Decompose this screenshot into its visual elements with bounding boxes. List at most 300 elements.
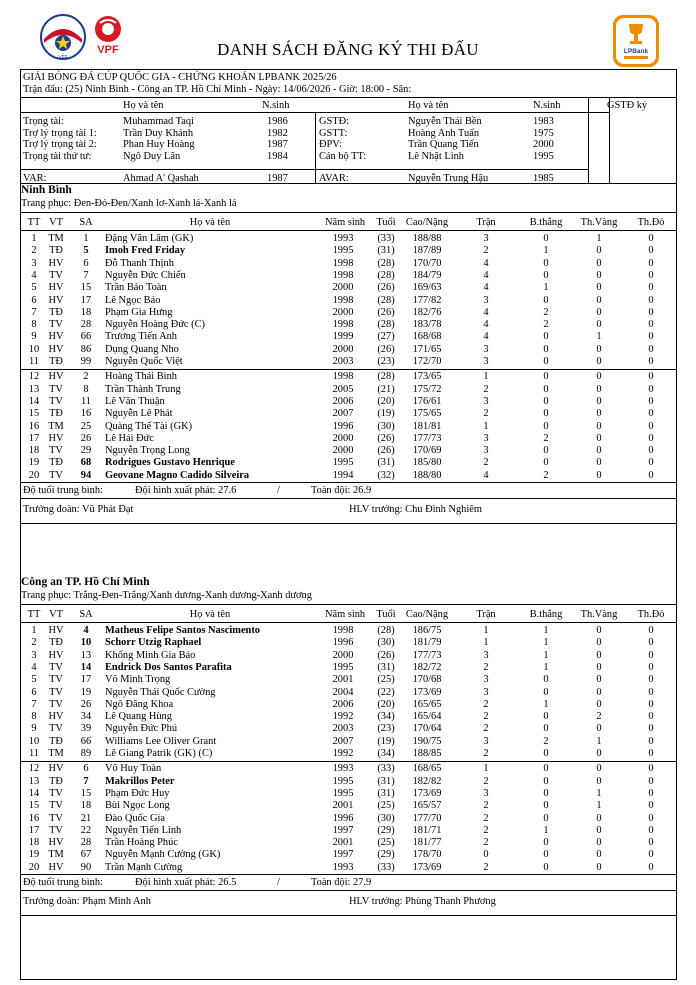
player-sa: 15 bbox=[80, 787, 92, 799]
player-r: 0 bbox=[648, 383, 654, 395]
average-age-separator: / bbox=[277, 485, 280, 496]
player-y: 0 bbox=[596, 674, 602, 686]
player-m: 4 bbox=[483, 306, 489, 318]
player-name: Đỗ Thanh Thịnh bbox=[105, 257, 174, 269]
player-hw: 185/80 bbox=[412, 457, 442, 469]
player-hw: 170/70 bbox=[412, 257, 442, 269]
player-hw: 172/70 bbox=[412, 356, 442, 367]
player-w: 0 bbox=[543, 686, 549, 698]
player-w: 0 bbox=[543, 849, 549, 861]
player-m: 4 bbox=[483, 469, 489, 481]
player-sa: 66 bbox=[80, 331, 92, 343]
player-m: 2 bbox=[483, 723, 489, 735]
player-hw: 170/68 bbox=[412, 674, 442, 686]
player-sa: 89 bbox=[80, 748, 92, 759]
player-birth: 2001 bbox=[332, 800, 354, 812]
player-hw: 165/65 bbox=[412, 698, 442, 710]
player-tt: 1 bbox=[31, 233, 37, 244]
player-sa: 13 bbox=[80, 649, 92, 661]
player-vt: TV bbox=[49, 723, 63, 735]
player-sa: 90 bbox=[80, 861, 92, 873]
player-y: 0 bbox=[596, 432, 602, 444]
player-name: Trương Tiến Anh bbox=[105, 331, 177, 343]
player-name: Trần Mạnh Cường bbox=[105, 861, 183, 873]
player-vt: TV bbox=[49, 383, 63, 395]
player-sa: 18 bbox=[80, 306, 92, 318]
player-hw: 181/77 bbox=[412, 837, 442, 849]
registration-sheet bbox=[20, 69, 677, 980]
player-y: 1 bbox=[596, 233, 602, 244]
team-manager: Trưởng đoàn: Phạm Minh Anh bbox=[23, 896, 151, 907]
vpf-logo-text: VPF bbox=[97, 44, 119, 56]
player-age: (25) bbox=[377, 837, 395, 849]
player-w: 1 bbox=[543, 282, 549, 294]
player-m: 3 bbox=[483, 787, 489, 799]
player-age: (34) bbox=[377, 748, 395, 759]
officials-header-name2: Họ và tên bbox=[408, 100, 449, 111]
player-birth: 1993 bbox=[332, 233, 354, 244]
player-y: 1 bbox=[596, 735, 602, 747]
player-y: 0 bbox=[596, 698, 602, 710]
player-vt: TV bbox=[49, 686, 63, 698]
player-w: 0 bbox=[543, 395, 549, 407]
player-sa: 29 bbox=[80, 445, 92, 457]
player-age: (30) bbox=[377, 637, 395, 649]
player-y: 0 bbox=[596, 637, 602, 649]
player-m: 2 bbox=[483, 711, 489, 723]
player-birth: 1995 bbox=[332, 457, 354, 469]
player-y: 0 bbox=[596, 661, 602, 673]
player-r: 0 bbox=[648, 748, 654, 759]
player-vt: TV bbox=[49, 674, 63, 686]
player-m: 2 bbox=[483, 837, 489, 849]
official-name2: Nguyễn Trung Hậu bbox=[408, 173, 489, 184]
player-tt: 12 bbox=[28, 763, 40, 775]
player-row bbox=[21, 258, 676, 269]
player-name: Lê Văn Thuận bbox=[105, 395, 165, 407]
player-y: 1 bbox=[596, 787, 602, 799]
player-m: 3 bbox=[483, 343, 489, 355]
player-y: 0 bbox=[596, 457, 602, 469]
player-tt: 15 bbox=[28, 408, 40, 420]
player-age: (27) bbox=[377, 331, 395, 343]
player-sa: 2 bbox=[83, 371, 89, 383]
player-hw: 184/79 bbox=[412, 269, 442, 281]
player-hw: 170/64 bbox=[412, 723, 442, 735]
player-birth: 1993 bbox=[332, 763, 354, 775]
player-name: Phạm Đức Huy bbox=[105, 787, 170, 799]
player-m: 1 bbox=[483, 637, 489, 649]
player-birth: 1995 bbox=[332, 787, 354, 799]
player-vt: TĐ bbox=[49, 775, 63, 787]
player-vt: TM bbox=[48, 748, 64, 759]
player-w: 2 bbox=[543, 469, 549, 481]
player-hw: 182/72 bbox=[412, 661, 442, 673]
player-tt: 11 bbox=[28, 748, 39, 759]
player-y: 0 bbox=[596, 282, 602, 294]
player-age: (26) bbox=[377, 432, 395, 444]
player-hw: 171/65 bbox=[412, 343, 442, 355]
player-name: Võ Minh Trọng bbox=[105, 674, 171, 686]
player-name: Trần Hoàng Phúc bbox=[105, 837, 178, 849]
player-w: 0 bbox=[543, 800, 549, 812]
player-age: (29) bbox=[377, 824, 395, 836]
official-birth: 1987 bbox=[267, 139, 288, 150]
player-hw: 183/78 bbox=[412, 319, 442, 331]
player-r: 0 bbox=[648, 331, 654, 343]
player-w: 0 bbox=[543, 812, 549, 824]
player-row bbox=[21, 445, 676, 456]
player-birth: 1996 bbox=[332, 637, 354, 649]
player-age: (28) bbox=[377, 257, 395, 269]
player-birth: 1993 bbox=[332, 861, 354, 873]
player-r: 0 bbox=[648, 686, 654, 698]
player-vt: HV bbox=[48, 432, 64, 444]
player-hw: 168/68 bbox=[412, 331, 442, 343]
player-row bbox=[21, 837, 676, 848]
player-name: Endrick Dos Santos Parafita bbox=[105, 661, 232, 673]
match-info: Trận đấu: (25) Ninh Bình - Công an TP. Hồ Chí Minh - Ngày: 14/06/2026 - Giờ: 18:00 - Sân: bbox=[23, 84, 412, 95]
player-age: (22) bbox=[377, 686, 395, 698]
player-y: 0 bbox=[596, 356, 602, 367]
player-r: 0 bbox=[648, 306, 654, 318]
player-vt: TĐ bbox=[49, 306, 63, 318]
official-birth: 1982 bbox=[267, 127, 288, 139]
player-w: 0 bbox=[543, 457, 549, 469]
player-age: (31) bbox=[377, 787, 395, 799]
player-row bbox=[21, 433, 676, 444]
player-row bbox=[21, 723, 676, 734]
player-hw: 173/65 bbox=[412, 371, 442, 383]
player-y: 0 bbox=[596, 408, 602, 420]
player-name: Ngô Đăng Khoa bbox=[105, 698, 174, 710]
player-w: 1 bbox=[543, 637, 549, 649]
player-hw: 177/82 bbox=[412, 294, 442, 306]
player-age: (26) bbox=[377, 282, 395, 294]
player-tt: 4 bbox=[31, 269, 37, 281]
player-age: (20) bbox=[377, 698, 395, 710]
player-birth: 1992 bbox=[332, 748, 354, 759]
player-hw: 181/79 bbox=[412, 637, 442, 649]
player-m: 4 bbox=[483, 319, 489, 331]
player-sa: 10 bbox=[80, 637, 92, 649]
officials-header-birth: N.sinh bbox=[262, 100, 290, 111]
player-row bbox=[21, 625, 676, 636]
player-birth: 1992 bbox=[332, 711, 354, 723]
column-header-matches: Trận bbox=[476, 217, 496, 228]
player-age: (20) bbox=[377, 395, 395, 407]
player-tt: 20 bbox=[28, 469, 40, 481]
player-r: 0 bbox=[648, 245, 654, 257]
player-w: 0 bbox=[543, 748, 549, 759]
player-hw: 176/61 bbox=[412, 395, 442, 407]
player-hw: 188/85 bbox=[412, 748, 442, 759]
player-tt: 10 bbox=[28, 343, 40, 355]
vff-logo-text: VFF bbox=[58, 55, 68, 61]
player-r: 0 bbox=[648, 861, 654, 873]
official-name: Ahmad A' Qashah bbox=[123, 173, 199, 184]
official-role: VAR: bbox=[23, 173, 47, 184]
player-r: 0 bbox=[648, 457, 654, 469]
player-vt: TV bbox=[49, 661, 63, 673]
player-r: 0 bbox=[648, 445, 654, 457]
player-row bbox=[21, 687, 676, 698]
player-sa: 67 bbox=[80, 849, 92, 861]
player-birth: 2004 bbox=[332, 686, 354, 698]
player-sa: 66 bbox=[80, 735, 92, 747]
player-tt: 7 bbox=[31, 698, 37, 710]
column-header-red: Th.Đỏ bbox=[637, 217, 665, 228]
player-age: (19) bbox=[377, 408, 395, 420]
player-r: 0 bbox=[648, 800, 654, 812]
player-name: Lê Quang Hùng bbox=[105, 711, 172, 723]
player-name: Lê Ngọc Bảo bbox=[105, 294, 161, 306]
player-sa: 5 bbox=[83, 245, 89, 257]
player-vt: TĐ bbox=[49, 245, 63, 257]
player-birth: 1996 bbox=[332, 812, 354, 824]
player-tt: 15 bbox=[28, 800, 40, 812]
player-name: Nguyễn Thái Quốc Cường bbox=[105, 686, 216, 698]
player-sa: 25 bbox=[80, 420, 92, 432]
team-manager: Trưởng đoàn: Vũ Phát Đạt bbox=[23, 504, 134, 515]
player-age: (30) bbox=[377, 420, 395, 432]
player-r: 0 bbox=[648, 432, 654, 444]
player-m: 0 bbox=[483, 849, 489, 861]
player-sa: 15 bbox=[80, 282, 92, 294]
player-y: 0 bbox=[596, 824, 602, 836]
player-r: 0 bbox=[648, 395, 654, 407]
player-row bbox=[21, 813, 676, 824]
average-age-starting: Đội hình xuất phát: 26.5 bbox=[135, 877, 237, 888]
player-r: 0 bbox=[648, 812, 654, 824]
player-hw: 186/75 bbox=[412, 625, 442, 636]
player-tt: 5 bbox=[31, 282, 37, 294]
official-birth: 1987 bbox=[267, 173, 288, 184]
player-y: 0 bbox=[596, 686, 602, 698]
column-header-sa: SA bbox=[79, 609, 93, 620]
official-birth2: 2000 bbox=[533, 139, 554, 150]
player-name: Nguyễn Đức Chiến bbox=[105, 269, 186, 281]
player-r: 0 bbox=[648, 649, 654, 661]
player-name: Makrillos Peter bbox=[105, 775, 175, 787]
player-m: 2 bbox=[483, 698, 489, 710]
player-age: (28) bbox=[377, 371, 395, 383]
player-name: Quàng Thế Tài (GK) bbox=[105, 420, 193, 432]
player-r: 0 bbox=[648, 469, 654, 481]
official-role2: Cán bộ TT: bbox=[319, 150, 367, 162]
player-w: 0 bbox=[543, 294, 549, 306]
player-age: (25) bbox=[377, 800, 395, 812]
player-y: 0 bbox=[596, 469, 602, 481]
player-y: 1 bbox=[596, 331, 602, 343]
player-y: 0 bbox=[596, 319, 602, 331]
player-hw: 181/81 bbox=[412, 420, 442, 432]
player-vt: HV bbox=[48, 331, 64, 343]
player-r: 0 bbox=[648, 775, 654, 787]
player-vt: TĐ bbox=[49, 457, 63, 469]
player-tt: 3 bbox=[31, 649, 37, 661]
official-birth2: 1983 bbox=[533, 116, 554, 127]
team-kit: Trang phục: Đen-Đỏ-Đen/Xanh lơ-Xanh lá-Xanh lá bbox=[21, 198, 237, 209]
player-birth: 2006 bbox=[332, 395, 354, 407]
official-birth2: 1975 bbox=[533, 127, 554, 139]
column-header-name: Họ và tên bbox=[189, 217, 231, 228]
player-w: 0 bbox=[543, 233, 549, 244]
player-hw: 177/70 bbox=[412, 812, 442, 824]
player-r: 0 bbox=[648, 371, 654, 383]
player-sa: 21 bbox=[80, 812, 92, 824]
average-age-team: Toàn đội: 26.9 bbox=[311, 485, 372, 496]
average-age-team: Toàn đội: 27.9 bbox=[311, 877, 372, 888]
player-birth: 2006 bbox=[332, 698, 354, 710]
player-m: 2 bbox=[483, 661, 489, 673]
player-hw: 188/88 bbox=[412, 233, 442, 244]
player-hw: 177/73 bbox=[412, 432, 442, 444]
player-m: 2 bbox=[483, 775, 489, 787]
player-r: 0 bbox=[648, 674, 654, 686]
player-name: Võ Huy Toàn bbox=[105, 763, 162, 775]
player-y: 0 bbox=[596, 343, 602, 355]
player-y: 0 bbox=[596, 649, 602, 661]
player-w: 0 bbox=[543, 356, 549, 367]
column-header-wins: B.thắng bbox=[529, 217, 563, 228]
player-vt: TV bbox=[49, 469, 63, 481]
player-y: 0 bbox=[596, 849, 602, 861]
player-y: 0 bbox=[596, 306, 602, 318]
player-hw: 182/76 bbox=[412, 306, 442, 318]
player-tt: 12 bbox=[28, 371, 40, 383]
player-name: Imoh Fred Friday bbox=[105, 245, 186, 257]
player-w: 0 bbox=[543, 775, 549, 787]
player-w: 0 bbox=[543, 420, 549, 432]
player-age: (31) bbox=[377, 457, 395, 469]
player-r: 0 bbox=[648, 420, 654, 432]
column-header-birth: Năm sinh bbox=[325, 609, 366, 620]
player-y: 0 bbox=[596, 625, 602, 636]
player-name: Khổng Minh Gia Bảo bbox=[105, 649, 196, 661]
player-hw: 175/65 bbox=[412, 408, 442, 420]
player-name: Bùi Ngọc Long bbox=[105, 800, 170, 812]
player-m: 2 bbox=[483, 383, 489, 395]
player-name: Phạm Gia Hưng bbox=[105, 306, 173, 318]
player-m: 2 bbox=[483, 824, 489, 836]
head-coach: HLV trưởng: Phùng Thanh Phương bbox=[349, 896, 496, 907]
player-y: 0 bbox=[596, 395, 602, 407]
official-role2: GSTT: bbox=[319, 127, 348, 139]
player-name: Lê Giang Patrik (GK) (C) bbox=[105, 748, 213, 759]
player-sa: 26 bbox=[80, 432, 92, 444]
column-header-tt: TT bbox=[27, 217, 41, 228]
player-y: 0 bbox=[596, 861, 602, 873]
column-header-name: Họ và tên bbox=[189, 609, 231, 620]
player-row bbox=[21, 862, 676, 873]
player-vt: TĐ bbox=[49, 637, 63, 649]
player-birth: 1998 bbox=[332, 371, 354, 383]
player-vt: HV bbox=[48, 763, 64, 775]
official-birth2: 1985 bbox=[533, 173, 554, 184]
player-age: (23) bbox=[377, 356, 395, 367]
player-vt: TV bbox=[49, 812, 63, 824]
player-y: 0 bbox=[596, 420, 602, 432]
player-tt: 8 bbox=[31, 711, 37, 723]
player-hw: 165/57 bbox=[412, 800, 442, 812]
player-birth: 2007 bbox=[332, 408, 354, 420]
player-birth: 2000 bbox=[332, 445, 354, 457]
official-role: Trọng tài thứ tư: bbox=[23, 150, 92, 162]
player-row bbox=[21, 331, 676, 342]
player-name: Nguyễn Hoàng Đức (C) bbox=[105, 319, 205, 331]
lpbank-logo-text: LPBank bbox=[623, 48, 649, 55]
player-row bbox=[21, 457, 676, 468]
player-vt: TV bbox=[49, 824, 63, 836]
player-vt: HV bbox=[48, 649, 64, 661]
player-vt: TĐ bbox=[49, 356, 63, 367]
official-role: Trọng tài: bbox=[23, 116, 64, 127]
player-w: 0 bbox=[543, 257, 549, 269]
official-name: Phan Huy Hoàng bbox=[123, 139, 195, 150]
player-birth: 1996 bbox=[332, 420, 354, 432]
player-y: 0 bbox=[596, 763, 602, 775]
player-sa: 8 bbox=[83, 383, 89, 395]
player-m: 3 bbox=[483, 445, 489, 457]
player-m: 3 bbox=[483, 356, 489, 367]
player-row bbox=[21, 270, 676, 281]
column-header-hw: Cao/Nặng bbox=[405, 609, 449, 620]
player-age: (28) bbox=[377, 319, 395, 331]
official-birth: 1986 bbox=[267, 116, 288, 127]
player-age: (34) bbox=[377, 711, 395, 723]
player-vt: TV bbox=[49, 445, 63, 457]
player-y: 0 bbox=[596, 294, 602, 306]
official-role: Trợ lý trọng tài 1: bbox=[23, 127, 97, 139]
column-header-age: Tuổi bbox=[376, 609, 396, 620]
player-name: Đặng Văn Lâm (GK) bbox=[105, 233, 194, 244]
column-header-age: Tuổi bbox=[376, 217, 396, 228]
player-r: 0 bbox=[648, 763, 654, 775]
player-row bbox=[21, 319, 676, 330]
player-tt: 13 bbox=[28, 383, 40, 395]
player-tt: 6 bbox=[31, 686, 37, 698]
player-hw: 165/64 bbox=[412, 711, 442, 723]
player-r: 0 bbox=[648, 735, 654, 747]
player-hw: 169/63 bbox=[412, 282, 442, 294]
player-y: 0 bbox=[596, 748, 602, 759]
player-age: (29) bbox=[377, 849, 395, 861]
player-tt: 20 bbox=[28, 861, 40, 873]
player-age: (31) bbox=[377, 245, 395, 257]
player-hw: 168/65 bbox=[412, 763, 442, 775]
player-vt: TM bbox=[48, 849, 64, 861]
player-age: (26) bbox=[377, 306, 395, 318]
player-age: (31) bbox=[377, 775, 395, 787]
player-birth: 2001 bbox=[332, 837, 354, 849]
player-y: 0 bbox=[596, 837, 602, 849]
player-row bbox=[21, 356, 676, 367]
column-header-wins: B.thắng bbox=[529, 609, 563, 620]
team-name: Công an TP. Hồ Chí Minh bbox=[21, 576, 150, 588]
player-age: (19) bbox=[377, 735, 395, 747]
official-name2: Nguyễn Thái Bền bbox=[408, 116, 482, 127]
column-header-sa: SA bbox=[79, 217, 93, 228]
officials-header-sign: GSTĐ ký bbox=[607, 100, 648, 111]
player-sa: 19 bbox=[80, 686, 92, 698]
player-tt: 17 bbox=[28, 824, 40, 836]
player-tt: 13 bbox=[28, 775, 40, 787]
official-birth: 1984 bbox=[267, 150, 288, 162]
player-name: Nguyễn Tiến Linh bbox=[105, 824, 182, 836]
player-birth: 2003 bbox=[332, 356, 354, 367]
player-name: Nguyễn Lê Phát bbox=[105, 408, 173, 420]
